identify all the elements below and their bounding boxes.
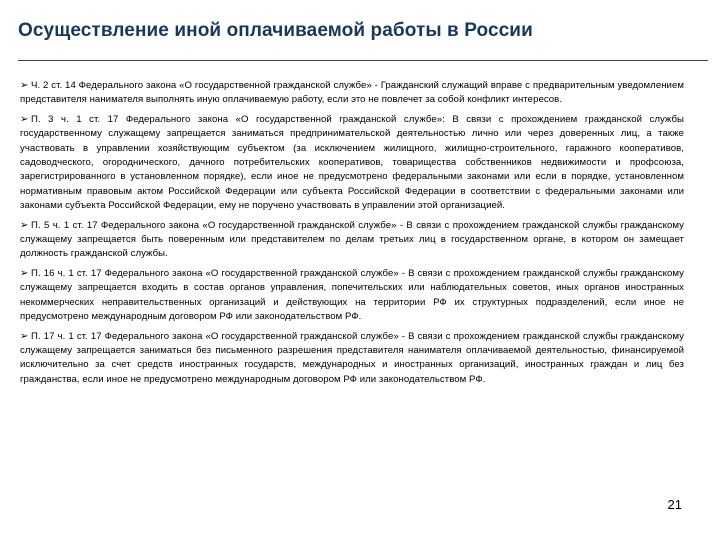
paragraph-text: Ч. 2 ст. 14 Федерального закона «О государственной гражданской службе» - Гражданский служащий вправе с предварительным уведомлением представителя нанимателя выполнять иную оплачиваемую работу, если это не повлечет за собой конфликт интересов. bbox=[20, 80, 684, 106]
paragraph bbox=[20, 113, 684, 214]
paragraph bbox=[20, 219, 684, 262]
content-body bbox=[20, 79, 684, 392]
paragraph-text: П. 17 ч. 1 ст. 17 Федерального закона «О государственной гражданской службе» - В связи с прохождением гражданской службы гражданскому служащему запрещается заниматься без письменного разрешения представителя нанимателя оплачиваемой деятельностью, финансируемой исключительно за счет средств иностранных государств, международных и иностранных организаций, иностранных граждан и лиц без гражданства, если иное не предусмотрено международным договором РФ или законодательством РФ. bbox=[20, 330, 684, 385]
arrow-bullet-icon: ➢ bbox=[20, 330, 29, 342]
paragraph bbox=[20, 330, 684, 388]
page-title: Осуществление иной оплачиваемой работы в России bbox=[18, 20, 533, 41]
paragraph bbox=[20, 79, 684, 108]
arrow-bullet-icon: ➢ bbox=[20, 267, 29, 279]
paragraph-text: П. 16 ч. 1 ст. 17 Федерального закона «О государственной гражданской службе» - В связи с прохождением гражданской службы гражданскому служащему запрещается входить в состав органов управления, попечительских или наблюдательных советов, иных органов иностранных некоммерческих неправительственных организаций и действующих на территории РФ их структурных подразделений, если иное не предусмотрено международным договором РФ или законодательством РФ. bbox=[20, 267, 684, 323]
paragraph-text: П. 3 ч. 1 ст. 17 Федерального закона «О государственной гражданской службе»: В связи с прохождением гражданской службы государственному служащему запрещается заниматься предпринимательской деятельностью лично или через доверенных лиц, а также участвовать в управлении хозяйствующим субъектом (за исключением жилищного, жилищно-строительного, гаражного кооперативов, садоводческого, огороднического, дачного потребительских кооперативов, товарищества собственников недвижимости и профсоюза, зарегистрированного в установленном порядке), если иное не предусмотрено федеральными законами или если в порядке, установленном нормативным правовым актом Российской Федерации или субъекта Российской Федерации в соответствии с федеральными законами или законами субъекта Российской Федерации, ему не поручено участвовать в управлении этой организацией. bbox=[20, 113, 684, 212]
arrow-bullet-icon: ➢ bbox=[20, 113, 29, 125]
arrow-bullet-icon: ➢ bbox=[20, 80, 29, 91]
page-number: 21 bbox=[667, 497, 682, 512]
title-divider bbox=[18, 60, 708, 61]
paragraph bbox=[20, 267, 684, 325]
paragraph-text: П. 5 ч. 1 ст. 17 Федерального закона «О государственной гражданской службе» - В связи с прохождением гражданской службы гражданскому служащему запрещается быть поверенным или представителем по делам третьих лиц в государственном органе, в котором он замещает должность гражданской службы. bbox=[20, 219, 684, 260]
arrow-bullet-icon: ➢ bbox=[20, 219, 29, 231]
